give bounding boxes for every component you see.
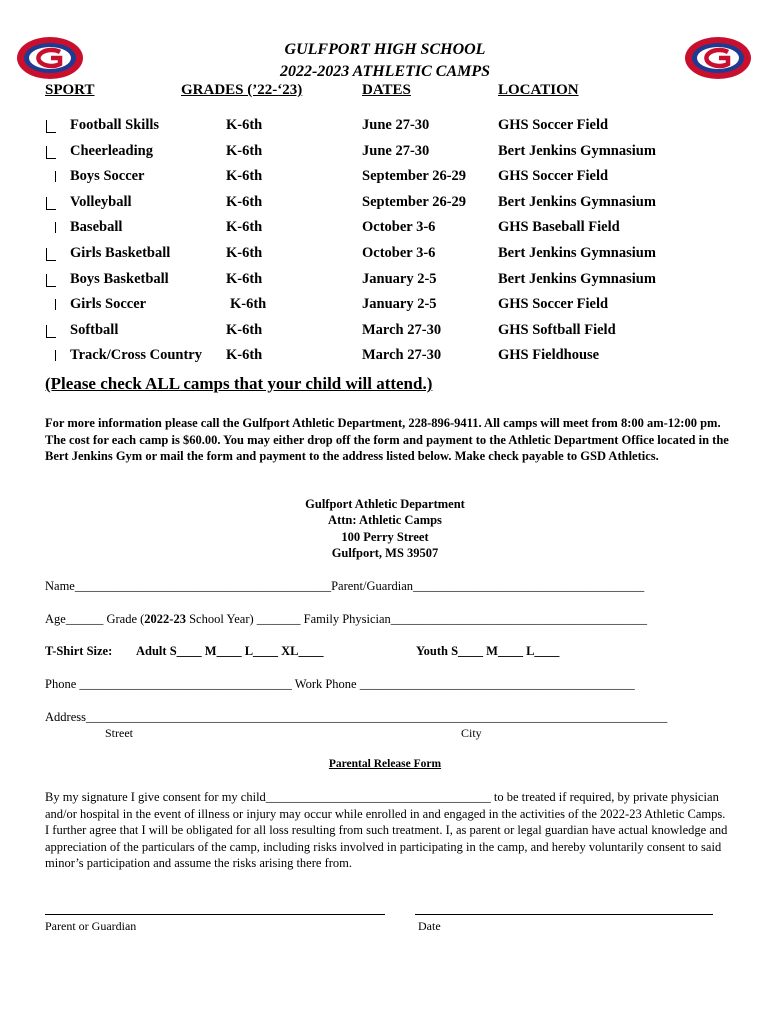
address-line-2: Attn: Athletic Camps (328, 513, 442, 527)
consent-paragraph: By my signature I give consent for my child____________________________________ to be treated if required, by private physician and/or hospital in the event of illness or injury may occur while enrolled in and engaged in the activities of the 2022-23 Athletic Camps. I further agree that I will be obligated for all loss resulting from such treatment. I, as parent or legal guardian have actual knowledge and appreciation of the particulars of the camp, including risks involved in participating in the camp, and hereby voluntarily consent to said minor’s participation and assume the risks arising there from. (45, 790, 728, 870)
school-name: GULFPORT HIGH SCHOOL (284, 41, 486, 58)
camp-row (0, 322, 770, 344)
camp-sport: Football Skills (70, 117, 160, 133)
release-form-title: Parental Release Form (328, 758, 442, 770)
date-signature-line[interactable] (415, 914, 713, 915)
camp-location: GHS Soccer Field (498, 296, 609, 312)
age-grade-physician-field[interactable] (45, 612, 647, 627)
camp-sport: Track/Cross Country (70, 347, 202, 363)
camp-grades: K-6th (226, 245, 263, 261)
camp-row (0, 194, 770, 216)
camp-sport: Boys Basketball (70, 271, 169, 287)
camp-row (0, 143, 770, 165)
camp-dates: June 27-30 (362, 117, 430, 133)
camp-checkbox[interactable] (55, 350, 65, 361)
camp-checkbox[interactable] (55, 171, 65, 182)
camp-location: Bert Jenkins Gymnasium (498, 143, 656, 159)
camp-location: Bert Jenkins Gymnasium (498, 271, 656, 287)
camp-row (0, 219, 770, 241)
camp-grades: K-6th (226, 143, 263, 159)
camp-dates: October 3-6 (362, 245, 436, 261)
age-year: 2022-23 (144, 612, 186, 626)
camp-location: GHS Softball Field (498, 322, 616, 338)
camp-checkbox[interactable] (46, 248, 56, 261)
camp-grades: K-6th (226, 347, 263, 363)
tshirt-label: T-Shirt Size: (45, 644, 113, 658)
camp-sport: Girls Basketball (70, 245, 171, 261)
age-label: Age______ Grade ( (45, 612, 145, 626)
camp-dates: January 2-5 (362, 271, 437, 287)
date-label: Date (418, 919, 441, 933)
camp-dates: October 3-6 (362, 219, 436, 235)
camp-location: Bert Jenkins Gymnasium (498, 194, 656, 210)
city-label: City (461, 726, 482, 740)
adult-sizes-field[interactable]: Adult S____ M____ L____ XL____ (136, 644, 324, 658)
address-line-4: Gulfport, MS 39507 (331, 546, 439, 560)
camp-row (0, 245, 770, 267)
camp-location: GHS Soccer Field (498, 168, 609, 184)
camp-row (0, 271, 770, 293)
camp-sport: Boys Soccer (70, 168, 145, 184)
camp-dates: June 27-30 (362, 143, 430, 159)
camp-grades: K-6th (230, 296, 267, 312)
info-paragraph: For more information please call the Gulfport Athletic Department, 228-896-9411. All camps will meet from 8:00 am-12:00 pm. The cost for each camp is $60.00. You may either drop off the form and payment to the Athletic Department Office located in the Bert Jenkins Gym or mail the form and payment to the address listed below. Make check payable to GSD Athletics. (45, 416, 729, 463)
parent-guardian-label: Parent or Guardian (45, 919, 137, 933)
camp-checkbox[interactable] (55, 222, 65, 233)
camp-checkbox[interactable] (46, 120, 56, 133)
camp-dates: January 2-5 (362, 296, 437, 312)
camp-dates: September 26-29 (362, 168, 467, 184)
camp-sport: Volleyball (70, 194, 132, 210)
youth-sizes-field[interactable]: Youth S____ M____ L____ (416, 644, 560, 658)
camp-location: GHS Soccer Field (498, 117, 609, 133)
camp-dates: March 27-30 (362, 322, 442, 338)
header-grades: GRADES (’22-‘23) (181, 82, 303, 98)
camp-sport: Cheerleading (70, 143, 153, 159)
camp-sport: Baseball (70, 219, 123, 235)
camp-row (0, 296, 770, 318)
camp-row (0, 168, 770, 190)
address-line-3: 100 Perry Street (341, 530, 429, 544)
camp-location: GHS Fieldhouse (498, 347, 600, 363)
camp-grades: K-6th (226, 271, 263, 287)
camp-grades: K-6th (226, 322, 263, 338)
camp-sport: Softball (70, 322, 119, 338)
header-sport: SPORT (45, 82, 95, 98)
camp-grades: K-6th (226, 168, 263, 184)
camps-title: 2022-2023 ATHLETIC CAMPS (279, 63, 491, 80)
phone-field[interactable]: Phone __________________________________ Work Phone ____________________________________________ (45, 677, 635, 691)
camp-sport: Girls Soccer (70, 296, 147, 312)
check-all-note: (Please check ALL camps that your child will attend.) (45, 374, 433, 393)
camp-row (0, 347, 770, 369)
parent-signature-line[interactable] (45, 914, 385, 915)
header-dates: DATES (362, 82, 411, 98)
camp-location: Bert Jenkins Gymnasium (498, 245, 656, 261)
camp-location: GHS Baseball Field (498, 219, 620, 235)
camp-grades: K-6th (226, 219, 263, 235)
address-line-1: Gulfport Athletic Department (305, 497, 465, 511)
camp-checkbox[interactable] (46, 146, 56, 159)
camp-row (0, 117, 770, 139)
camp-dates: March 27-30 (362, 347, 442, 363)
camp-checkbox[interactable] (55, 299, 65, 310)
camp-grades: K-6th (226, 194, 263, 210)
camp-checkbox[interactable] (46, 274, 56, 287)
camp-grades: K-6th (226, 117, 263, 133)
address-field[interactable]: Address_____________________________________________________________________________________________ (45, 710, 668, 724)
header-location: LOCATION (498, 82, 579, 98)
name-parent-field[interactable]: Name_________________________________________Parent/Guardian_____________________________________ (45, 579, 645, 593)
camp-dates: September 26-29 (362, 194, 467, 210)
age-rest: School Year) _______ Family Physician_________________________________________ (185, 612, 648, 626)
camp-checkbox[interactable] (46, 325, 56, 338)
street-label: Street (105, 726, 133, 740)
camp-checkbox[interactable] (46, 197, 56, 210)
